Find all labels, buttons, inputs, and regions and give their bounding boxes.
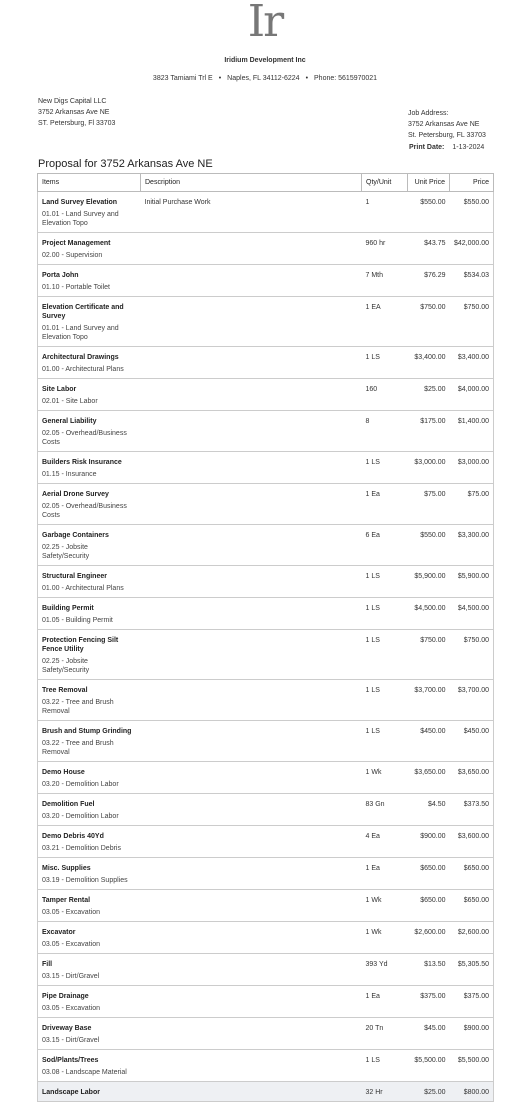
item-cell: [38, 762, 141, 794]
item-qty: 1 LS: [362, 347, 408, 379]
separator-dot: •: [218, 75, 222, 82]
item-cost-code: 03.08 - Landscape Material: [42, 1069, 127, 1076]
item-qty: 1 LS: [362, 566, 408, 598]
item-unit-price: $900.00: [408, 826, 450, 858]
table-row: [38, 484, 494, 525]
item-cost-code: 02.01 - Site Labor: [42, 398, 98, 405]
item-price: $5,305.50: [450, 954, 494, 986]
item-description: [141, 525, 362, 566]
item-description: [141, 1050, 362, 1082]
item-qty: 1 EA: [362, 297, 408, 347]
item-price: $2,600.00: [450, 922, 494, 954]
separator-dot: •: [305, 75, 309, 82]
item-cost-code: 03.20 - Demolition Labor: [42, 781, 119, 788]
item-cost-code: 03.19 - Demolition Supplies: [42, 877, 128, 884]
item-unit-price: $5,900.00: [408, 566, 450, 598]
item-name: Project Management: [42, 240, 111, 247]
item-name: Porta John: [42, 272, 79, 279]
item-cost-code: 01.10 - Portable Toilet: [42, 284, 110, 291]
item-unit-price: $450.00: [408, 721, 450, 762]
header-price: Price: [450, 174, 494, 192]
item-name: Brush and Stump Grinding: [42, 728, 132, 735]
item-description: [141, 922, 362, 954]
client-city: ST. Petersburg, Fl 33703: [38, 120, 116, 127]
item-description: [141, 265, 362, 297]
item-unit-price: $3,650.00: [408, 762, 450, 794]
item-name: Excavator: [42, 929, 76, 936]
item-qty: 1 LS: [362, 598, 408, 630]
company-phone: Phone: 5615970021: [314, 75, 378, 82]
item-name: Landscape Labor: [42, 1089, 100, 1096]
item-unit-price: $4.50: [408, 794, 450, 826]
item-qty: 1 LS: [362, 452, 408, 484]
item-description: [141, 347, 362, 379]
table-row: [38, 986, 494, 1018]
item-price: $800.00: [450, 1082, 494, 1102]
item-description: [141, 1082, 362, 1102]
item-name: Elevation Certificate and Survey: [42, 304, 124, 320]
item-cell: [38, 1050, 141, 1082]
company-city: Naples, FL 34112-6224: [227, 75, 300, 82]
table-row: [38, 452, 494, 484]
item-price: $650.00: [450, 890, 494, 922]
item-description: [141, 680, 362, 721]
item-price: $4,500.00: [450, 598, 494, 630]
header-unit-price: Unit Price: [408, 174, 450, 192]
table-row: [38, 347, 494, 379]
client-name: New Digs Capital LLC: [38, 98, 107, 105]
item-cell: [38, 233, 141, 265]
item-qty: 32 Hr: [362, 1082, 408, 1102]
item-cell: [38, 1082, 141, 1102]
item-cost-code: 03.22 - Tree and Brush Removal: [42, 699, 114, 715]
item-cell: [38, 794, 141, 826]
item-unit-price: $3,000.00: [408, 452, 450, 484]
item-cell: [38, 484, 141, 525]
item-price: $4,000.00: [450, 379, 494, 411]
client-address-block: [38, 96, 115, 129]
item-cost-code: 03.22 - Tree and Brush Removal: [42, 740, 114, 756]
table-row: [38, 954, 494, 986]
item-cell: [38, 826, 141, 858]
item-price: $650.00: [450, 858, 494, 890]
print-date-value: 1-13-2024: [452, 144, 485, 151]
item-cell: [38, 922, 141, 954]
item-unit-price: $375.00: [408, 986, 450, 1018]
item-cost-code: 03.21 - Demolition Debris: [42, 845, 121, 852]
item-name: Architectural Drawings: [42, 354, 119, 361]
item-name: General Liability: [42, 418, 97, 425]
item-description: [141, 630, 362, 680]
item-cost-code: 02.05 - Overhead/Business Costs: [42, 430, 127, 446]
item-cost-code: 03.05 - Excavation: [42, 941, 100, 948]
item-cost-code: 03.15 - Dirt/Gravel: [42, 1037, 100, 1044]
job-address-block: [408, 108, 486, 141]
item-qty: 4 Ea: [362, 826, 408, 858]
item-price: $900.00: [450, 1018, 494, 1050]
item-name: Demo House: [42, 769, 85, 776]
item-description: [141, 954, 362, 986]
item-cell: [38, 680, 141, 721]
item-cost-code: 01.00 - Architectural Plans: [42, 585, 124, 592]
item-qty: 1 Wk: [362, 890, 408, 922]
proposal-title: Proposal for 3752 Arkansas Ave NE: [38, 158, 213, 170]
item-qty: 1 LS: [362, 1050, 408, 1082]
item-cell: [38, 525, 141, 566]
item-price: $3,600.00: [450, 826, 494, 858]
item-cost-code: 03.20 - Demolition Labor: [42, 813, 119, 820]
item-cell: [38, 452, 141, 484]
item-description: [141, 858, 362, 890]
item-description: [141, 452, 362, 484]
item-qty: 8: [362, 411, 408, 452]
job-address-label: Job Address:: [408, 110, 449, 117]
table-row: [38, 890, 494, 922]
item-unit-price: $750.00: [408, 630, 450, 680]
client-street: 3752 Arkansas Ave NE: [38, 109, 110, 116]
job-street: 3752 Arkansas Ave NE: [408, 121, 480, 128]
item-cost-code: 01.01 - Land Survey and Elevation Topo: [42, 325, 119, 341]
item-description: [141, 411, 362, 452]
item-cell: [38, 297, 141, 347]
item-unit-price: $25.00: [408, 1082, 450, 1102]
item-description: [141, 890, 362, 922]
item-price: $3,700.00: [450, 680, 494, 721]
item-price: $375.00: [450, 986, 494, 1018]
table-row: [38, 192, 494, 233]
item-cell: [38, 858, 141, 890]
item-name: Building Permit: [42, 605, 94, 612]
item-name: Demolition Fuel: [42, 801, 95, 808]
table-row: [38, 598, 494, 630]
item-price: $373.50: [450, 794, 494, 826]
job-city: St. Petersburg, FL 33703: [408, 132, 486, 139]
item-description: [141, 379, 362, 411]
item-cell: [38, 954, 141, 986]
item-price: $534.03: [450, 265, 494, 297]
item-name: Protection Fencing Silt Fence Utility: [42, 637, 119, 653]
item-cost-code: 02.25 - Jobsite Safety/Security: [42, 658, 90, 674]
item-price: $3,300.00: [450, 525, 494, 566]
item-description: [141, 598, 362, 630]
item-price: $450.00: [450, 721, 494, 762]
item-description: [141, 986, 362, 1018]
item-description: Initial Purchase Work: [141, 192, 362, 233]
item-unit-price: $550.00: [408, 525, 450, 566]
item-name: Tamper Rental: [42, 897, 91, 904]
item-name: Misc. Supplies: [42, 865, 91, 872]
item-name: Demo Debris 40Yd: [42, 833, 104, 840]
item-name: Tree Removal: [42, 687, 88, 694]
item-cell: [38, 598, 141, 630]
print-date: [409, 144, 484, 151]
table-row: [38, 1082, 494, 1102]
item-name: Driveway Base: [42, 1025, 92, 1032]
item-cost-code: 01.05 - Building Permit: [42, 617, 113, 624]
header-qty: Qty/Unit: [362, 174, 408, 192]
item-qty: 393 Yd: [362, 954, 408, 986]
item-price: $5,900.00: [450, 566, 494, 598]
item-qty: 1 Ea: [362, 858, 408, 890]
item-unit-price: $3,400.00: [408, 347, 450, 379]
item-qty: 83 Gn: [362, 794, 408, 826]
item-price: $750.00: [450, 630, 494, 680]
item-price: $3,400.00: [450, 347, 494, 379]
item-description: [141, 297, 362, 347]
company-address-line: [0, 75, 530, 82]
item-cell: [38, 265, 141, 297]
item-name: Structural Engineer: [42, 573, 107, 580]
item-price: $550.00: [450, 192, 494, 233]
item-cell: [38, 411, 141, 452]
item-cell: [38, 890, 141, 922]
item-cost-code: 01.00 - Architectural Plans: [42, 366, 124, 373]
item-cost-code: 02.05 - Overhead/Business Costs: [42, 503, 127, 519]
item-name: Garbage Containers: [42, 532, 109, 539]
item-qty: 1 LS: [362, 721, 408, 762]
line-items-table: [37, 173, 494, 1102]
item-price: $1,400.00: [450, 411, 494, 452]
table-row: [38, 265, 494, 297]
item-cost-code: 03.15 - Dirt/Gravel: [42, 973, 100, 980]
item-cell: [38, 721, 141, 762]
item-price: $42,000.00: [450, 233, 494, 265]
item-cell: [38, 630, 141, 680]
item-cell: [38, 379, 141, 411]
item-price: $750.00: [450, 297, 494, 347]
item-cost-code: 01.15 - Insurance: [42, 471, 97, 478]
item-qty: 1: [362, 192, 408, 233]
item-qty: 7 Mth: [362, 265, 408, 297]
table-row: [38, 1050, 494, 1082]
item-cost-code: 02.00 - Supervision: [42, 252, 103, 259]
item-unit-price: $43.75: [408, 233, 450, 265]
item-price: $5,500.00: [450, 1050, 494, 1082]
table-row: [38, 1018, 494, 1050]
table-row: [38, 794, 494, 826]
table-row: [38, 630, 494, 680]
table-row: [38, 411, 494, 452]
item-description: [141, 1018, 362, 1050]
item-description: [141, 794, 362, 826]
item-cell: [38, 986, 141, 1018]
item-unit-price: $2,600.00: [408, 922, 450, 954]
table-row: [38, 233, 494, 265]
item-unit-price: $76.29: [408, 265, 450, 297]
item-cell: [38, 566, 141, 598]
item-unit-price: $45.00: [408, 1018, 450, 1050]
item-description: [141, 233, 362, 265]
item-unit-price: $550.00: [408, 192, 450, 233]
item-price: $75.00: [450, 484, 494, 525]
item-cost-code: 03.05 - Excavation: [42, 909, 100, 916]
item-description: [141, 826, 362, 858]
item-name: Aerial Drone Survey: [42, 491, 109, 498]
table-row: [38, 826, 494, 858]
item-unit-price: $650.00: [408, 890, 450, 922]
item-name: Site Labor: [42, 386, 77, 393]
table-row: [38, 297, 494, 347]
item-unit-price: $750.00: [408, 297, 450, 347]
item-qty: 1 Ea: [362, 484, 408, 525]
item-unit-price: $3,700.00: [408, 680, 450, 721]
item-name: Pipe Drainage: [42, 993, 89, 1000]
item-qty: 1 Wk: [362, 762, 408, 794]
table-row: [38, 566, 494, 598]
table-row: [38, 680, 494, 721]
item-description: [141, 721, 362, 762]
item-unit-price: $4,500.00: [408, 598, 450, 630]
item-cell: [38, 192, 141, 233]
item-unit-price: $175.00: [408, 411, 450, 452]
item-cost-code: 01.01 - Land Survey and Elevation Topo: [42, 211, 119, 227]
table-row: [38, 721, 494, 762]
company-street: 3823 Tamiami Trl E: [152, 75, 213, 82]
table-row: [38, 525, 494, 566]
item-cost-code: 02.25 - Jobsite Safety/Security: [42, 544, 90, 560]
item-qty: 960 hr: [362, 233, 408, 265]
item-qty: 6 Ea: [362, 525, 408, 566]
item-unit-price: $75.00: [408, 484, 450, 525]
table-row: [38, 762, 494, 794]
table-row: [38, 922, 494, 954]
company-logo: Ir: [247, 0, 283, 47]
item-qty: 1 LS: [362, 680, 408, 721]
item-description: [141, 484, 362, 525]
item-unit-price: $5,500.00: [408, 1050, 450, 1082]
item-qty: 160: [362, 379, 408, 411]
item-description: [141, 762, 362, 794]
item-cost-code: 03.05 - Excavation: [42, 1005, 100, 1012]
item-name: Sod/Plants/Trees: [42, 1057, 99, 1064]
item-qty: 1 Ea: [362, 986, 408, 1018]
company-name: Iridium Development Inc: [224, 57, 306, 64]
item-description: [141, 566, 362, 598]
item-qty: 20 Tn: [362, 1018, 408, 1050]
item-unit-price: $25.00: [408, 379, 450, 411]
header-items: Items: [38, 174, 141, 192]
item-name: Builders Risk Insurance: [42, 459, 122, 466]
table-row: [38, 379, 494, 411]
table-header-row: [38, 174, 494, 192]
item-price: $3,000.00: [450, 452, 494, 484]
item-cell: [38, 347, 141, 379]
print-date-label: Print Date:: [409, 144, 445, 151]
item-name: Land Survey Elevation: [42, 199, 118, 206]
header-description: Description: [141, 174, 362, 192]
table-row: [38, 858, 494, 890]
item-cell: [38, 1018, 141, 1050]
item-unit-price: $650.00: [408, 858, 450, 890]
item-name: Fill: [42, 961, 53, 968]
item-price: $3,650.00: [450, 762, 494, 794]
item-qty: 1 Wk: [362, 922, 408, 954]
item-qty: 1 LS: [362, 630, 408, 680]
item-unit-price: $13.50: [408, 954, 450, 986]
